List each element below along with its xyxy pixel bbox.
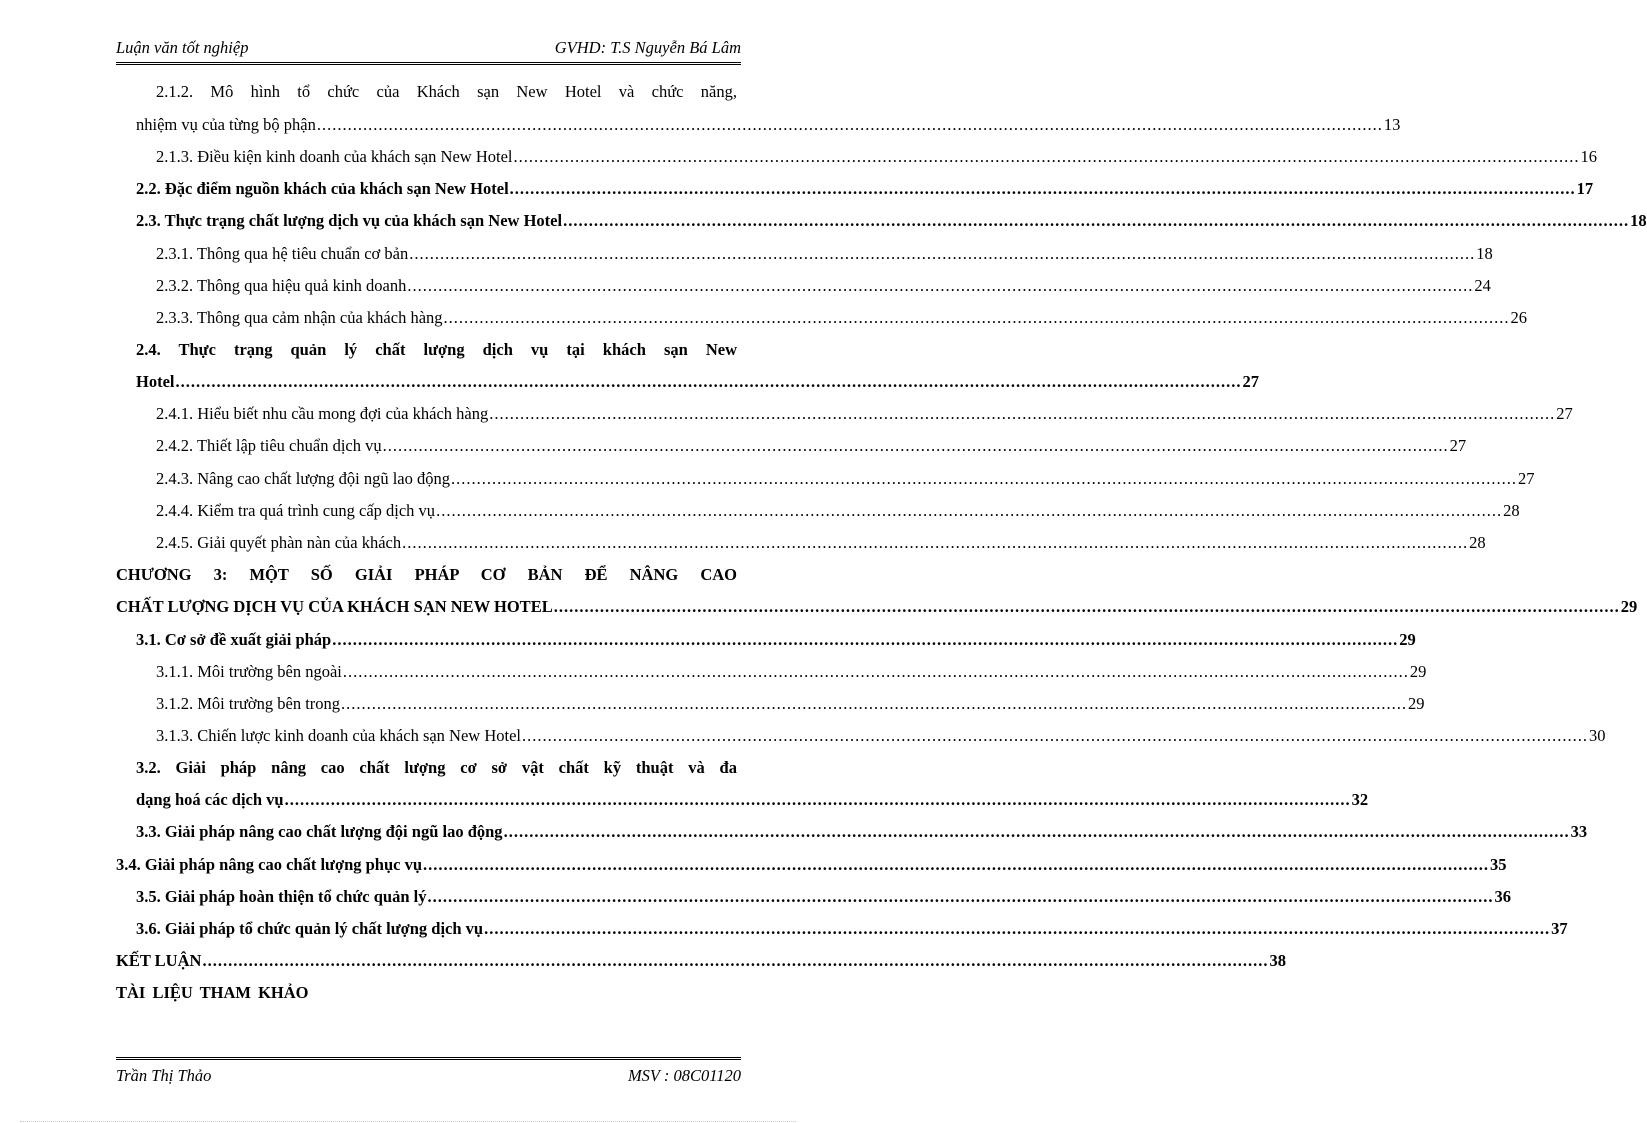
page-edge-divider: [20, 1121, 796, 1122]
toc-entry: [156, 662, 1427, 686]
toc-page-number: 38: [1269, 951, 1286, 970]
footer-author: Trần Thị Thảo: [116, 1066, 212, 1085]
toc-entry-text: TÀI LIỆU THAM KHẢO: [116, 983, 309, 1002]
toc-page-number: 13: [1383, 115, 1401, 134]
toc-entry: [136, 211, 1647, 235]
toc-entry: [156, 308, 1528, 332]
toc-entry-text: 3.2. Giải pháp nâng cao chất lượng cơ sở vật chất kỹ thuật và đa: [136, 758, 737, 777]
toc-entry: [136, 372, 1259, 396]
toc-entry-text: 2.1.3. Điều kiện kinh doanh của khách sạn New Hotel: [156, 147, 513, 166]
toc-page-number: 27: [1449, 436, 1467, 455]
toc-leader: ................................................................................................................................................................................................................: [484, 919, 1551, 938]
toc-leader: ................................................................................................................................................................................................................: [513, 147, 1580, 166]
toc-entry: [136, 630, 1416, 654]
toc-page-number: 32: [1351, 790, 1369, 809]
toc-entry-text: CHẤT LƯỢNG DỊCH VỤ CỦA KHÁCH SẠN NEW HOTEL: [116, 597, 553, 616]
footer-student-id: MSV : 08C01120: [627, 1066, 741, 1085]
toc-entry-text: 2.3.1. Thông qua hệ tiêu chuẩn cơ bản: [156, 244, 409, 263]
toc-entry-text: 2.2. Đặc điểm nguồn khách của khách sạn New Hotel: [136, 179, 509, 198]
toc-entry: [156, 276, 1491, 300]
toc-chapter: [116, 597, 1638, 621]
toc-entry-text: dạng hoá các dịch vụ: [136, 790, 284, 809]
toc-page-number: 16: [1580, 147, 1597, 166]
toc-leader: ................................................................................................................................................................................................................: [409, 244, 1476, 263]
toc-entry: [136, 758, 737, 782]
toc-entry-text: 3.5. Giải pháp hoàn thiện tổ chức quản lý: [136, 887, 427, 906]
toc-leader: ................................................................................................................................................................................................................: [382, 436, 1449, 455]
toc-page-number: 27: [1556, 404, 1573, 423]
toc-entry-text: 3.1.1. Môi trường bên ngoài: [156, 662, 342, 681]
toc-entry-text: CHƯƠNG 3: MỘT SỐ GIẢI PHÁP CƠ BẢN ĐỂ NÂNG CAO: [116, 565, 737, 584]
toc-leader: ................................................................................................................................................................................................................: [332, 630, 1399, 649]
toc-entry: [136, 887, 1511, 911]
toc-leader: ................................................................................................................................................................................................................: [451, 469, 1517, 488]
header-rule: [116, 62, 741, 67]
toc-page-number: 37: [1551, 919, 1568, 938]
toc-entry-text: 3.1. Cơ sở đề xuất giải pháp: [136, 630, 332, 649]
toc-entry-text: Hotel: [136, 372, 175, 391]
header-title: Luận văn tốt nghiệp: [116, 38, 249, 57]
toc-leader: ................................................................................................................................................................................................................: [427, 887, 1494, 906]
toc-entry: [136, 790, 1369, 814]
toc-page-number: 24: [1474, 276, 1491, 295]
toc-page-number: 29: [1399, 630, 1416, 649]
toc-page-number: 18: [1630, 211, 1647, 230]
toc-entry: [156, 501, 1520, 525]
toc-leader: ................................................................................................................................................................................................................: [342, 662, 1409, 681]
toc-page-number: 17: [1576, 179, 1594, 198]
toc-leader: ................................................................................................................................................................................................................: [423, 855, 1490, 874]
toc-entry: [136, 822, 1588, 846]
toc-entry-text: 3.6. Giải pháp tổ chức quản lý chất lượng dịch vụ: [136, 919, 484, 938]
toc-leader: ................................................................................................................................................................................................................: [489, 404, 1556, 423]
toc-entry-text: 2.4.5. Giải quyết phàn nàn của khách: [156, 533, 402, 552]
toc-leader: ................................................................................................................................................................................................................: [284, 790, 1351, 809]
toc-leader: ................................................................................................................................................................................................................: [503, 822, 1570, 841]
toc-entry: [156, 694, 1425, 718]
toc-entry: [156, 404, 1573, 428]
toc-entry-text: 2.4.2. Thiết lập tiêu chuẩn dịch vụ: [156, 436, 382, 455]
toc-entry: [136, 179, 1594, 203]
toc-entry: [116, 983, 737, 1007]
toc-leader: ................................................................................................................................................................................................................: [175, 372, 1242, 391]
toc-leader: ................................................................................................................................................................................................................: [522, 726, 1588, 745]
toc-entry-text: 2.3. Thực trạng chất lượng dịch vụ của khách sạn New Hotel: [136, 211, 563, 230]
toc-leader: ................................................................................................................................................................................................................: [316, 115, 1383, 134]
toc-entry-text: 3.4. Giải pháp nâng cao chất lượng phục vụ: [116, 855, 423, 874]
toc-page-number: 18: [1476, 244, 1493, 263]
toc-page-number: 35: [1490, 855, 1507, 874]
toc-leader: ................................................................................................................................................................................................................: [407, 276, 1474, 295]
toc-entry-text: 2.3.2. Thông qua hiệu quả kinh doanh: [156, 276, 407, 295]
toc-entry-text: 2.4.4. Kiểm tra quá trình cung cấp dịch vụ: [156, 501, 436, 520]
toc-entry: [156, 436, 1467, 460]
toc-leader: ................................................................................................................................................................................................................: [563, 211, 1630, 230]
toc-entry-text: 2.4.1. Hiểu biết nhu cầu mong đợi của khách hàng: [156, 404, 489, 423]
toc-entry: [156, 533, 1486, 557]
toc-leader: ................................................................................................................................................................................................................: [443, 308, 1510, 327]
toc-page-number: 27: [1242, 372, 1259, 391]
toc-page-number: 30: [1589, 726, 1606, 745]
toc-leader: ................................................................................................................................................................................................................: [436, 501, 1503, 520]
toc-page-number: 29: [1409, 662, 1427, 681]
toc-entry-text: 3.1.3. Chiến lược kinh doanh của khách sạn New Hotel: [156, 726, 521, 745]
toc-page-number: 29: [1408, 694, 1425, 713]
toc-leader: ................................................................................................................................................................................................................: [509, 179, 1576, 198]
toc-entry-text: 3.3. Giải pháp nâng cao chất lượng đội ngũ lao động: [136, 822, 503, 841]
toc-entry-text: 2.1.2. Mô hình tổ chức của Khách sạn New Hotel và chức năng,: [156, 82, 737, 101]
toc-page-number: 29: [1620, 597, 1638, 616]
toc-entry-text: 3.1.2. Môi trường bên trong: [156, 694, 341, 713]
toc-page-number: 36: [1494, 887, 1511, 906]
toc-page-number: 26: [1510, 308, 1528, 327]
toc-entry: [136, 115, 1401, 139]
toc-leader: ................................................................................................................................................................................................................: [553, 597, 1620, 616]
toc-leader: ................................................................................................................................................................................................................: [341, 694, 1408, 713]
toc-entry: [156, 82, 737, 106]
toc-page-number: 27: [1518, 469, 1535, 488]
toc-entry-text: 2.4.3. Nâng cao chất lượng đội ngũ lao động: [156, 469, 450, 488]
toc-entry: [116, 951, 1286, 975]
toc-leader: ................................................................................................................................................................................................................: [402, 533, 1469, 552]
toc-entry: [156, 726, 1606, 750]
toc-page-number: 28: [1503, 501, 1520, 520]
footer-rule: [116, 1057, 741, 1062]
toc-entry-text: 2.4. Thực trạng quản lý chất lượng dịch vụ tại khách sạn New: [136, 340, 737, 359]
toc-entry: [156, 244, 1493, 268]
toc-page-number: 28: [1469, 533, 1486, 552]
toc-leader: ................................................................................................................................................................................................................: [202, 951, 1269, 970]
toc-entry: [156, 147, 1597, 171]
toc-chapter: [116, 565, 737, 589]
header-advisor: GVHD: T.S Nguyễn Bá Lâm: [554, 38, 741, 57]
toc-entry: [156, 469, 1535, 493]
toc-entry-text: nhiệm vụ của từng bộ phận: [136, 115, 316, 134]
toc-entry: [136, 340, 737, 364]
toc-entry: [116, 855, 1507, 879]
toc-entry-text: KẾT LUẬN: [116, 951, 202, 970]
toc-page-number: 33: [1570, 822, 1588, 841]
toc-entry-text: 2.3.3. Thông qua cảm nhận của khách hàng: [156, 308, 443, 327]
toc-entry: [136, 919, 1568, 943]
